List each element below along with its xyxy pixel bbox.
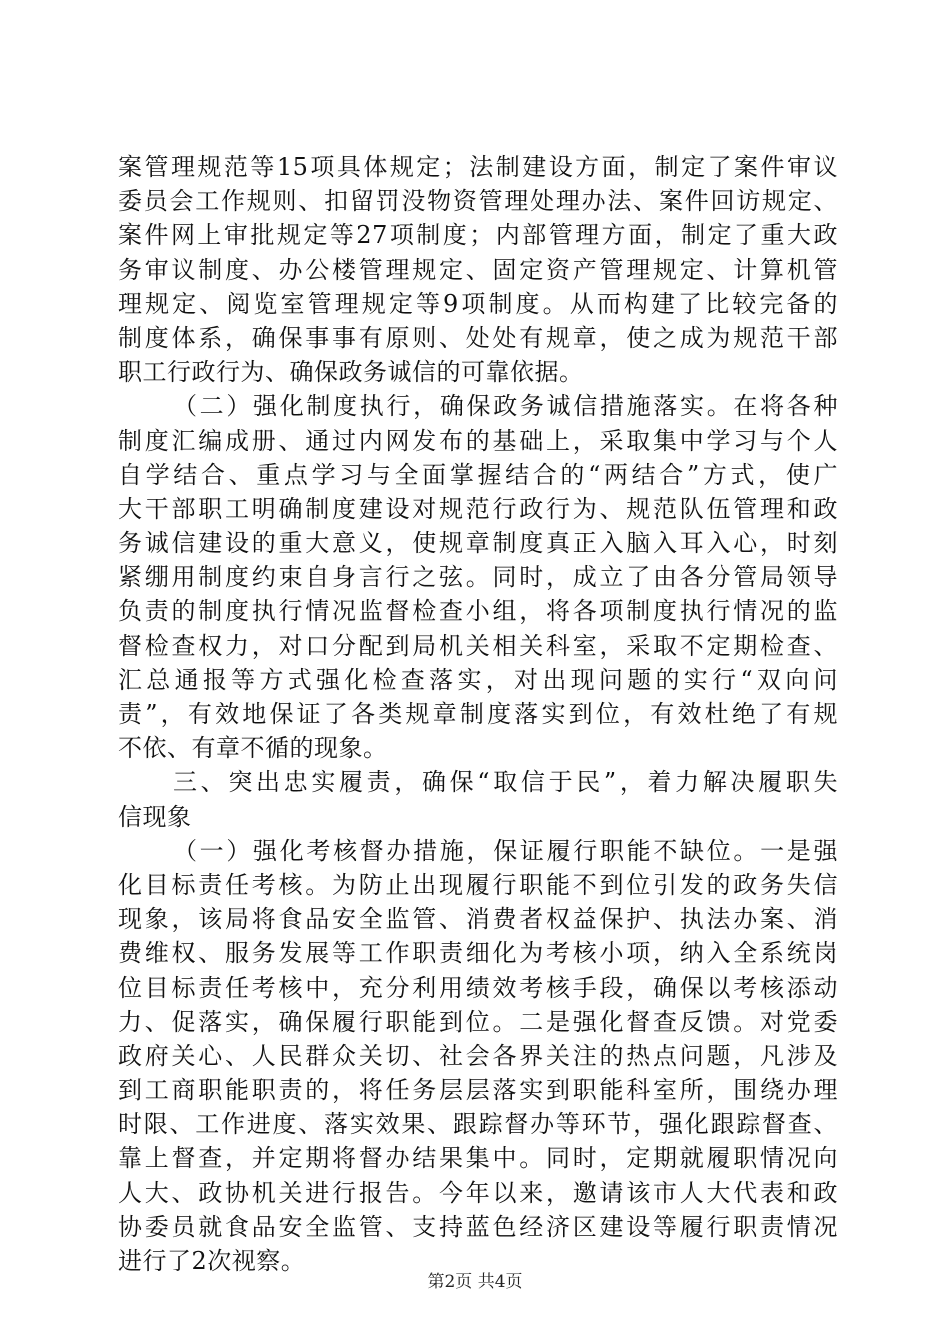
text-line: 现象，该局将食品安全监管、消费者权益保护、执法办案、消 [118,905,838,934]
text-line: 政府关心、人民群众关切、社会各界关注的热点问题，凡涉及 [118,1041,838,1070]
text-line: 不依、有章不循的现象。 [118,734,388,763]
paragraph-assessment-supervision [118,834,838,1278]
text-line: 进行了2次视察。 [118,1247,306,1275]
text-line: 三、突出忠实履责，确保“取信于民”，着力解决履职失 [173,768,838,797]
text-line: 紧绷用制度约束自身言行之弦。同时，成立了由各分管局领导 [118,563,838,592]
text-line: 案件网上审批规定等27项制度；内部管理方面，制定了重大政 [118,221,838,250]
text-line: 务审议制度、办公楼管理规定、固定资产管理规定、计算机管 [118,255,838,284]
text-line: 时限、工作进度、落实效果、跟踪督办等环节，强化跟踪督查、 [118,1110,838,1139]
page-number-footer: 第2页 共4页 [427,1272,523,1292]
text-line: 到工商职能职责的，将任务层层落实到职能科室所，围绕办理 [118,1076,838,1105]
text-line: 位目标责任考核中，充分利用绩效考核手段，确保以考核添动 [118,973,838,1002]
text-line: 制度体系，确保事事有原则、处处有规章，使之成为规范干部 [118,323,838,352]
text-line: 督检查权力，对口分配到局机关相关科室，采取不定期检查、 [118,631,838,660]
text-line: （二）强化制度执行，确保政务诚信措施落实。在将各种 [173,392,838,421]
document-body [118,150,838,1278]
text-line: （一）强化考核督办措施，保证履行职能不缺位。一是强 [173,836,838,865]
text-line: 自学结合、重点学习与全面掌握结合的“两结合”方式，使广 [118,460,838,489]
text-line: 务诚信建设的重大意义，使规章制度真正入脑入耳入心，时刻 [118,529,838,558]
text-line: 协委员就食品安全监管、支持蓝色经济区建设等履行职责情况 [118,1212,838,1241]
text-line: 信现象 [118,802,192,831]
text-line: 理规定、阅览室管理规定等9项制度。从而构建了比较完备的 [118,289,838,318]
text-line: 负责的制度执行情况监督检查小组，将各项制度执行情况的监 [118,597,838,626]
text-line: 案管理规范等15项具体规定；法制建设方面，制定了案件审议 [118,153,838,181]
text-line: 人大、政协机关进行报告。今年以来，邀请该市人大代表和政 [118,1178,838,1207]
paragraph-clause-summary [118,150,838,389]
text-line: 靠上督查，并定期将督办结果集中。同时，定期就履职情况向 [118,1144,838,1173]
text-line: 委员会工作规则、扣留罚没物资管理处理办法、案件回访规定、 [118,187,838,216]
text-line: 费维权、服务发展等工作职责细化为考核小项，纳入全系统岗 [118,939,838,968]
section-heading-three [118,765,838,833]
text-line: 大干部职工明确制度建设对规范行政行为、规范队伍管理和政 [118,494,838,523]
text-line: 化目标责任考核。为防止出现履行职能不到位引发的政务失信 [118,870,838,899]
paragraph-system-execution [118,389,838,765]
text-line: 汇总通报等方式强化检查落实，对出现问题的实行“双向问 [118,665,838,694]
text-line: 职工行政行为、确保政务诚信的可靠依据。 [118,358,584,387]
text-line: 力、促落实，确保履行职能到位。二是强化督查反馈。对党委 [118,1007,838,1036]
text-line: 制度汇编成册、通过内网发布的基础上，采取集中学习与个人 [118,426,838,455]
text-line: 责”，有效地保证了各类规章制度落实到位，有效杜绝了有规 [118,700,838,728]
